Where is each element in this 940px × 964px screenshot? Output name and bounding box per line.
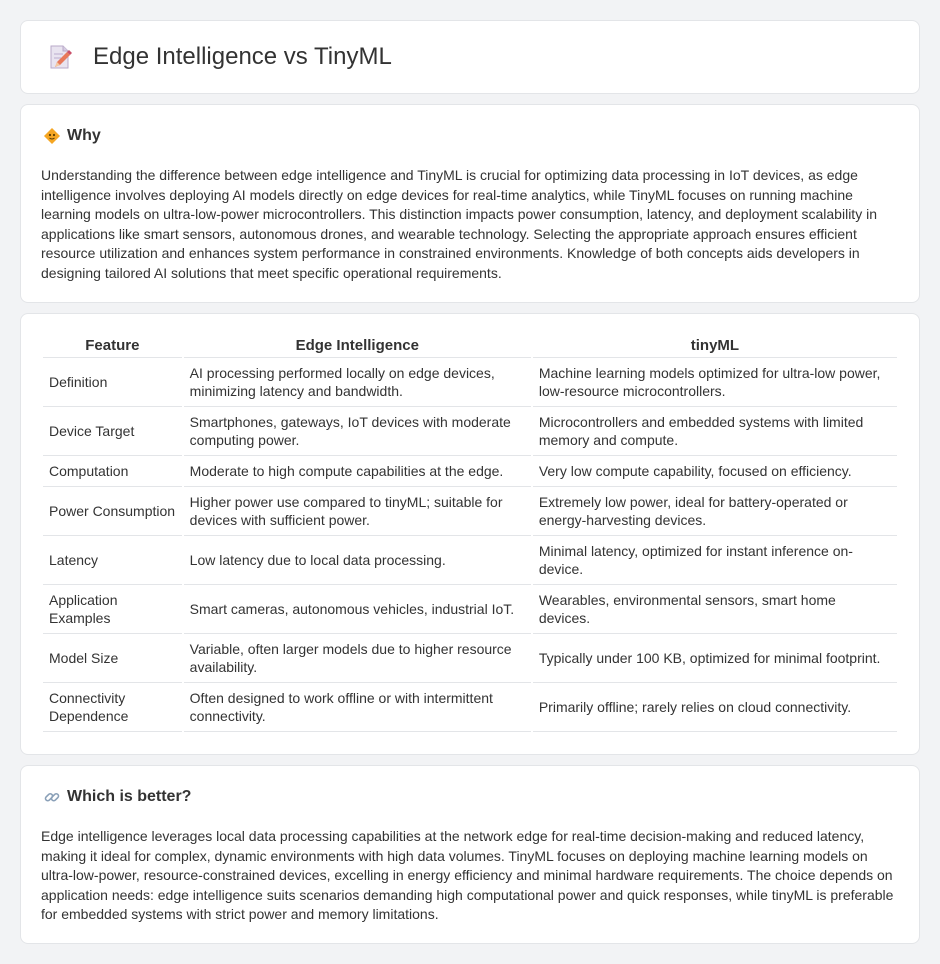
table-row [43, 683, 897, 732]
feature-cell: Computation [43, 456, 182, 487]
tinyml-cell: Microcontrollers and embedded systems with limited memory and compute. [533, 407, 897, 456]
tinyml-cell: Machine learning models optimized for ultra-low power, low-resource microcontrollers. [533, 358, 897, 407]
tinyml-cell: Minimal latency, optimized for instant inference on-device. [533, 536, 897, 585]
why-title: Why [67, 127, 101, 144]
which-is-better-section [20, 765, 920, 944]
feature-cell: Definition [43, 358, 182, 407]
header-tinyml: tinyML [533, 336, 897, 358]
why-section [20, 104, 920, 303]
table-row [43, 585, 897, 634]
table-row [43, 407, 897, 456]
comparison-table [41, 336, 899, 732]
feature-cell: Application Examples [43, 585, 182, 634]
feature-cell: Model Size [43, 634, 182, 683]
why-heading [43, 127, 101, 145]
edge-cell: Variable, often larger models due to higher resource availability. [184, 634, 531, 683]
table-row [43, 634, 897, 683]
tinyml-cell: Primarily offline; rarely relies on cloud connectivity. [533, 683, 897, 732]
tinyml-cell: Typically under 100 KB, optimized for minimal footprint. [533, 634, 897, 683]
better-body: Edge intelligence leverages local data processing capabilities at the network edge for real-time decision-making and reduced latency, making it ideal for complex, dynamic environments with high data volumes. TinyML focuses on deploying machine learning models on ultra-low-power, resource-constrained devices, excelling in energy efficiency and minimal hardware requirements. The choice depends on application needs: edge intelligence suits scenarios demanding high computational power and quick responses, while tinyML is preferable for embedded systems with strict power and memory limitations. [41, 828, 894, 922]
header-feature: Feature [43, 336, 182, 358]
table-row [43, 358, 897, 407]
edge-cell: Low latency due to local data processing. [184, 536, 531, 585]
edge-cell: Higher power use compared to tinyML; suitable for devices with sufficient power. [184, 487, 531, 536]
header-card [20, 20, 920, 94]
title-row [47, 43, 392, 71]
page-title: Edge Intelligence vs TinyML [93, 43, 392, 70]
feature-cell: Device Target [43, 407, 182, 456]
tinyml-cell: Extremely low power, ideal for battery-operated or energy-harvesting devices. [533, 487, 897, 536]
edge-cell: Often designed to work offline or with intermittent connectivity. [184, 683, 531, 732]
tinyml-cell: Very low compute capability, focused on efficiency. [533, 456, 897, 487]
feature-cell: Power Consumption [43, 487, 182, 536]
link-icon [43, 788, 61, 806]
feature-cell: Latency [43, 536, 182, 585]
feature-cell: Connectivity Dependence [43, 683, 182, 732]
comparison-section [20, 313, 920, 755]
warning-diamond-icon [43, 127, 61, 145]
table-row [43, 487, 897, 536]
why-body: Understanding the difference between edge intelligence and TinyML is crucial for optimizing data processing in IoT devices, as edge intelligence involves deploying AI models directly on edge devices for real-time analytics, while TinyML focuses on running machine learning models on ultra-low-power microcontrollers. This distinction impacts power consumption, latency, and deployment scalability in applications like smart sensors, autonomous drones, and wearable technology. Selecting the appropriate approach ensures efficient resource utilization and enhances system performance in constrained environments. Knowledge of both concepts aids developers in designing tailored AI solutions that meet specific operational requirements. [41, 167, 877, 281]
table-header-row [43, 336, 897, 358]
edge-cell: AI processing performed locally on edge devices, minimizing latency and bandwidth. [184, 358, 531, 407]
document-pencil-icon [47, 43, 73, 71]
edge-cell: Smart cameras, autonomous vehicles, industrial IoT. [184, 585, 531, 634]
edge-cell: Moderate to high compute capabilities at the edge. [184, 456, 531, 487]
header-edge-intelligence: Edge Intelligence [184, 336, 531, 358]
table-row [43, 456, 897, 487]
better-title: Which is better? [67, 788, 192, 805]
better-heading [43, 788, 191, 806]
edge-cell: Smartphones, gateways, IoT devices with moderate computing power. [184, 407, 531, 456]
table-row [43, 536, 897, 585]
tinyml-cell: Wearables, environmental sensors, smart home devices. [533, 585, 897, 634]
